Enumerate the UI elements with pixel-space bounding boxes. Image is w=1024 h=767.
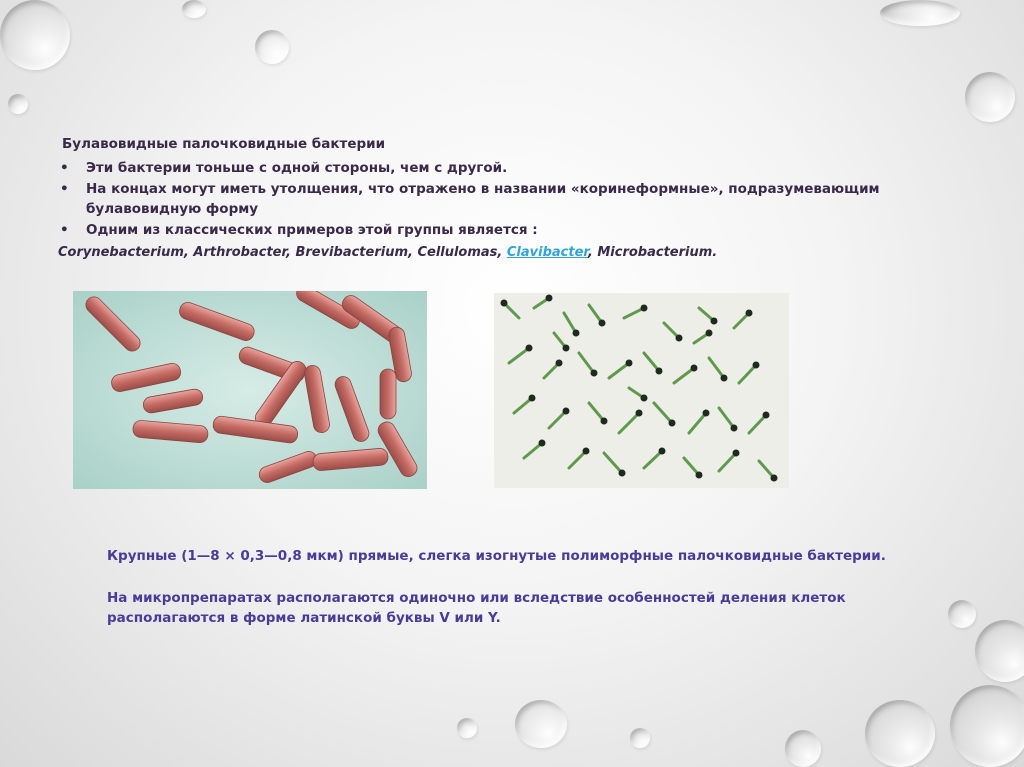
water-drop-decoration [865,700,935,767]
water-drop-decoration [182,0,206,18]
micrograph-green-clubs-image [494,293,789,488]
bullet-text: На концах могут иметь утолщения, что отражено в названии «коринеформные», подразумевающим булавовидную форму [86,181,880,217]
clavibacter-link[interactable]: Clavibacter [506,245,588,260]
water-drop-decoration [457,718,477,738]
arrangement-description-line-2: располагаются в форме латинской буквы V или Y. [107,610,501,626]
water-drop-decoration [880,0,960,26]
water-drop-decoration [785,730,821,767]
water-drop-decoration [0,0,70,70]
water-drop-decoration [975,620,1024,682]
species-text: , Microbacterium. [587,245,718,260]
bullet-item [58,179,938,219]
water-drop-decoration [515,700,567,748]
water-drop-decoration [965,72,1015,122]
size-description: Крупные (1—8 × 0,3—0,8 мкм) прямые, слегка изогнутые полиморфные палочковидные бактерии. [107,548,886,564]
bullet-item [58,220,938,240]
species-list [58,245,717,260]
micrograph-red-rods-image [73,291,427,489]
species-text: Corynebacterium, Arthrobacter, Brevibacterium, Cellulomas, [58,245,507,260]
slide-title: Булавовидные палочковидные бактерии [62,136,386,152]
water-drop-decoration [950,685,1024,767]
bullet-list [58,158,938,241]
bullet-marker: • [60,181,69,197]
red-rods-illustration [73,291,427,489]
bullet-item [58,158,938,178]
arrangement-description-line-1: На микропрепаратах располагаются одиночно или вследствие особенностей деления клеток [107,590,846,606]
water-drop-decoration [630,728,650,748]
green-clubs-illustration [494,293,789,488]
water-drop-decoration [255,30,289,64]
bullet-text: Эти бактерии тоньше с одной стороны, чем с другой. [86,160,508,176]
water-drop-decoration [948,600,976,628]
bullet-text: Одним из классических примеров этой группы является : [86,222,538,238]
bullet-marker: • [60,222,69,238]
water-drop-decoration [8,94,28,114]
bullet-marker: • [60,160,69,176]
